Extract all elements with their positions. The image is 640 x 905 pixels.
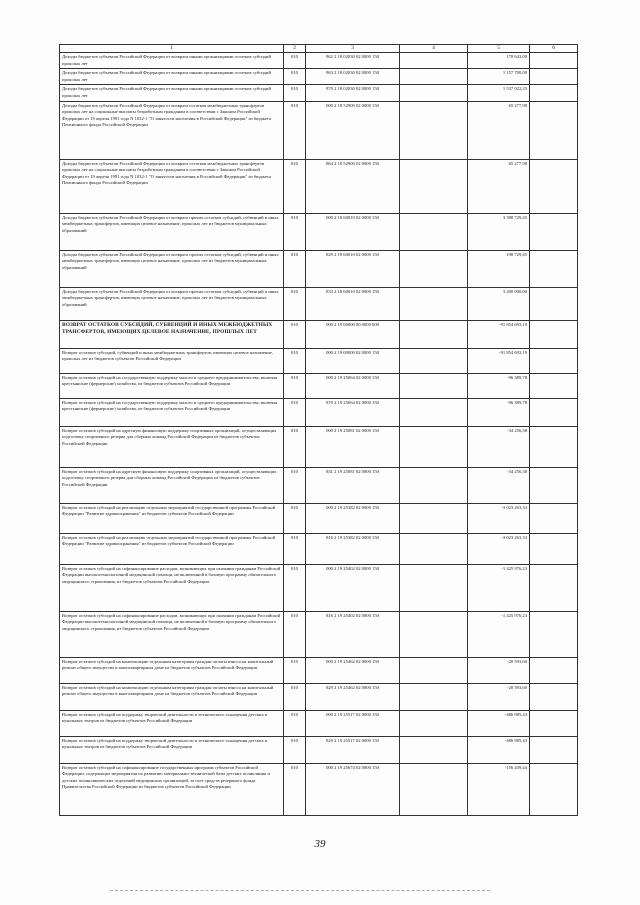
row-classification-code: 000 2 19 25517 02 0000 150 [306, 710, 400, 736]
row-classification-code: 000 2 19 25382 02 0000 150 [306, 503, 400, 533]
row-description: Возврат остатков субсидий на поддержку творческой деятельности и технического оснащения детских и кукольных театров из бюджетов субъектов Российской Федерации [60, 710, 284, 736]
row-description: Возврат остатков субсидий на адресную финансовую поддержку спортивных организаций, осуществляющих подготовку спортивного резерва для сборных команд Российской Федерации из бюджетов субъектов Российской Федерации [60, 467, 284, 503]
row-description: Возврат остатков субсидий на софинансирование расходов, возникающих при оказании гражданам Российской Федерации высокотехнологичной медицинской помощи, не включенной в базовую программу обязательного медицинского страхования, из бюджетов субъектов Российской Федерации [60, 564, 284, 611]
row-line-code: 010 [284, 710, 306, 736]
row-description: Доходы бюджетов субъектов Российской Федерации от возврата иными организациями остатков субсидий прошлых лет [60, 53, 284, 69]
row-column-6 [530, 710, 578, 736]
page-number: 39 [314, 838, 326, 850]
column-header-2: 2 [284, 45, 306, 53]
row-column-4 [400, 503, 468, 533]
row-amount: -486 985,43 [468, 710, 530, 736]
row-amount: -91 854 693,19 [468, 320, 530, 348]
row-column-4 [400, 85, 468, 101]
row-classification-code: 000 2 19 25081 02 0000 150 [306, 426, 400, 467]
row-line-code: 010 [284, 503, 306, 533]
table-row [60, 348, 578, 373]
row-amount: 65 277,98 [468, 159, 530, 213]
row-column-6 [530, 373, 578, 398]
row-line-code: 010 [284, 373, 306, 398]
row-description: Возврат остатков субсидий на государственную поддержку малого и среднего предпринимательства, включая крестьянские (фермерские) хозяйства, из бюджетов субъектов Российской Федерации [60, 373, 284, 398]
row-column-6 [530, 503, 578, 533]
row-line-code: 010 [284, 398, 306, 426]
row-description: Доходы бюджетов субъектов Российской Федерации от возврата прочих остатков субсидий, субвенций и иных межбюджетных трансфертов, имеющих целевое назначение, прошлых лет из бюджетов муниципальных образований [60, 213, 284, 250]
row-description: Доходы бюджетов субъектов Российской Федерации от возврата остатков межбюджетных трансфертов прошлых лет на социальные выплаты безработным гражданам в соответствии с Законом Российской Федерации от 19 апреля 1991 года N 1032-1 "О занятости населения в Российской Федерации" из бюджета Пенсионного фонда Российской Федерации [60, 159, 284, 213]
row-line-code: 010 [284, 85, 306, 101]
row-description: Возврат остатков субсидий на компенсацию отдельным категориям граждан оплаты взноса на капитальный ремонт общего имущества в многоквартирном доме из бюджетов субъектов Российской Федерации [60, 683, 284, 710]
row-column-4 [400, 533, 468, 564]
row-column-6 [530, 159, 578, 213]
table-row [60, 503, 578, 533]
row-column-6 [530, 287, 578, 320]
row-column-6 [530, 533, 578, 564]
table-row [60, 683, 578, 710]
row-classification-code: 000 2 19 00000 00 0000 000 [306, 320, 400, 348]
row-line-code: 010 [284, 467, 306, 503]
row-classification-code: 000 2 19 25462 02 0000 150 [306, 657, 400, 683]
row-classification-code: 862 2 18 02030 02 0000 150 [306, 53, 400, 69]
row-classification-code: 833 2 18 60010 02 0000 150 [306, 287, 400, 320]
row-column-6 [530, 426, 578, 467]
row-amount: -20 593,60 [468, 657, 530, 683]
row-column-4 [400, 763, 468, 815]
row-amount: 65 277,98 [468, 101, 530, 159]
row-classification-code: 000 2 19 25402 02 0000 150 [306, 564, 400, 611]
row-classification-code: 870 2 18 02030 02 0000 150 [306, 85, 400, 101]
row-line-code: 010 [284, 101, 306, 159]
row-classification-code: 831 2 19 25081 02 0000 150 [306, 467, 400, 503]
row-line-code: 010 [284, 213, 306, 250]
row-column-6 [530, 564, 578, 611]
row-description: Возврат остатков субсидий на государственную поддержку малого и среднего предпринимательства, включая крестьянские (фермерские) хозяйства, из бюджетов субъектов Российской Федерации [60, 398, 284, 426]
row-line-code: 010 [284, 426, 306, 467]
row-classification-code: 000 2 19 25064 02 0000 150 [306, 373, 400, 398]
row-amount: 178 643,00 [468, 53, 530, 69]
table-row [60, 213, 578, 250]
row-description: Возврат остатков субсидий на реализацию отдельных мероприятий государственной программы Российской Федерации "Развитие здравоохранения" из бюджетов субъектов Российской Федерации [60, 503, 284, 533]
row-line-code: 010 [284, 683, 306, 710]
row-classification-code: 000 2 18 52900 02 0000 150 [306, 101, 400, 159]
row-description: Возврат остатков субсидий на поддержку творческой деятельности и технического оснащения детских и кукольных театров из бюджетов субъектов Российской Федерации [60, 736, 284, 763]
row-column-4 [400, 373, 468, 398]
row-description: Возврат остатков субсидий на софинансирование расходов, возникающих при оказании гражданам Российской Федерации высокотехнологичной медицинской помощи, не включенной в базовую программу обязательного медицинского страхования, из бюджетов субъектов Российской Федерации [60, 611, 284, 657]
row-column-4 [400, 101, 468, 159]
row-line-code: 010 [284, 287, 306, 320]
row-description: Доходы бюджетов субъектов Российской Федерации от возврата прочих остатков субсидий, субвенций и иных межбюджетных трансфертов, имеющих целевое назначение, прошлых лет из бюджетов муниципальных образований [60, 250, 284, 287]
row-column-4 [400, 710, 468, 736]
row-line-code: 010 [284, 736, 306, 763]
row-column-6 [530, 348, 578, 373]
row-column-6 [530, 101, 578, 159]
table-row [60, 320, 578, 348]
row-amount: 3 398 729,45 [468, 213, 530, 250]
column-header-3: 3 [306, 45, 400, 53]
row-column-6 [530, 467, 578, 503]
table-body [60, 53, 578, 816]
row-classification-code: 864 2 18 52900 02 0000 150 [306, 159, 400, 213]
row-column-4 [400, 467, 468, 503]
row-column-4 [400, 657, 468, 683]
row-classification-code: 870 2 19 25064 02 0000 150 [306, 398, 400, 426]
row-description: Доходы бюджетов субъектов Российской Федерации от возврата остатков межбюджетных трансфертов прошлых лет на социальные выплаты безработным гражданам в соответствии с Законом Российской Федерации от 19 апреля 1991 года N 1032-1 "О занятости населения в Российской Федерации" из бюджета Пенсионного фонда Российской Федерации [60, 101, 284, 159]
table-row [60, 564, 578, 611]
scan-artifact-line [110, 890, 490, 895]
row-column-4 [400, 287, 468, 320]
row-column-4 [400, 426, 468, 467]
row-amount: -20 593,60 [468, 683, 530, 710]
row-amount: 198 729,45 [468, 250, 530, 287]
row-column-6 [530, 320, 578, 348]
row-column-4 [400, 159, 468, 213]
row-amount: -3 023 263,33 [468, 503, 530, 533]
row-line-code: 010 [284, 348, 306, 373]
row-classification-code: 816 2 19 25402 02 0000 150 [306, 611, 400, 657]
row-description: ВОЗВРАТ ОСТАТКОВ СУБСИДИЙ, СУБВЕНЦИЙ И ИНЫХ МЕЖБЮДЖЕТНЫХ ТРАНСФЕРТОВ, ИМЕЮЩИХ ЦЕЛЕВОЕ НАЗНАЧЕНИЕ, ПРОШЛЫХ ЛЕТ [60, 320, 284, 348]
row-classification-code: 863 2 18 02030 02 0000 150 [306, 69, 400, 85]
row-amount: -34 256,38 [468, 467, 530, 503]
row-column-6 [530, 611, 578, 657]
column-header-1: 1 [60, 45, 284, 53]
row-line-code: 010 [284, 657, 306, 683]
row-amount: -91 854 693,19 [468, 348, 530, 373]
row-amount: 1 157 700,00 [468, 69, 530, 85]
row-column-4 [400, 213, 468, 250]
row-classification-code: 816 2 19 25382 02 0000 150 [306, 533, 400, 564]
table-row [60, 250, 578, 287]
row-column-6 [530, 683, 578, 710]
row-line-code: 010 [284, 564, 306, 611]
table-row [60, 69, 578, 85]
row-line-code: 010 [284, 533, 306, 564]
row-column-4 [400, 398, 468, 426]
row-column-4 [400, 320, 468, 348]
row-column-6 [530, 736, 578, 763]
row-classification-code: 829 2 18 60010 02 0000 150 [306, 250, 400, 287]
table-row [60, 159, 578, 213]
row-amount: -156 439,44 [468, 763, 530, 815]
row-column-6 [530, 250, 578, 287]
row-description: Доходы бюджетов субъектов Российской Федерации от возврата прочих остатков субсидий, субвенций и иных межбюджетных трансфертов, имеющих целевое назначение, прошлых лет из бюджетов муниципальных образований [60, 287, 284, 320]
table-row [60, 533, 578, 564]
column-header-6: 6 [530, 45, 578, 53]
table-row [60, 85, 578, 101]
row-classification-code: 820 2 19 25517 02 0000 150 [306, 736, 400, 763]
row-description: Возврат остатков субсидий на реализацию отдельных мероприятий государственной программы Российской Федерации "Развитие здравоохранения" из бюджетов субъектов Российской Федерации [60, 533, 284, 564]
row-amount: -96 389,78 [468, 398, 530, 426]
row-column-4 [400, 69, 468, 85]
table-row [60, 287, 578, 320]
row-amount: -1 425 976,23 [468, 564, 530, 611]
table-row [60, 467, 578, 503]
row-line-code: 010 [284, 320, 306, 348]
table-row [60, 763, 578, 815]
table-row [60, 53, 578, 69]
row-description: Доходы бюджетов субъектов Российской Федерации от возврата иными организациями остатков субсидий прошлых лет [60, 69, 284, 85]
row-column-6 [530, 398, 578, 426]
column-header-5: 5 [468, 45, 530, 53]
row-column-6 [530, 213, 578, 250]
table-row [60, 611, 578, 657]
table-row [60, 736, 578, 763]
row-classification-code: 000 2 18 60010 02 0000 150 [306, 213, 400, 250]
row-column-4 [400, 348, 468, 373]
row-line-code: 010 [284, 159, 306, 213]
row-column-4 [400, 611, 468, 657]
row-column-6 [530, 763, 578, 815]
row-line-code: 010 [284, 611, 306, 657]
row-column-6 [530, 53, 578, 69]
table-row [60, 657, 578, 683]
row-column-6 [530, 69, 578, 85]
row-classification-code: 000 2 19 00000 02 0000 150 [306, 348, 400, 373]
row-amount: -96 389,78 [468, 373, 530, 398]
row-column-4 [400, 250, 468, 287]
row-column-6 [530, 657, 578, 683]
table-row [60, 373, 578, 398]
row-amount: 3 200 000,00 [468, 287, 530, 320]
column-header-4: 4 [400, 45, 468, 53]
row-column-6 [530, 85, 578, 101]
row-description: Доходы бюджетов субъектов Российской Федерации от возврата иными организациями остатков субсидий прошлых лет [60, 85, 284, 101]
row-column-4 [400, 683, 468, 710]
budget-income-table [59, 44, 578, 816]
row-amount: -1 425 976,23 [468, 611, 530, 657]
row-line-code: 010 [284, 69, 306, 85]
row-description: Возврат остатков субсидий на компенсацию отдельным категориям граждан оплаты взноса на капитальный ремонт общего имущества в многоквартирном доме из бюджетов субъектов Российской Федерации [60, 657, 284, 683]
row-amount: -3 023 263,33 [468, 533, 530, 564]
row-column-4 [400, 53, 468, 69]
table-row [60, 710, 578, 736]
table-row [60, 101, 578, 159]
row-classification-code: 000 2 19 25674 02 0000 150 [306, 763, 400, 815]
row-description: Возврат остатков субсидий, субвенций и иных межбюджетных трансфертов, имеющих целевое назначение, прошлых лет из бюджетов субъектов Российской Федерации [60, 348, 284, 373]
row-classification-code: 829 2 19 25462 02 0000 150 [306, 683, 400, 710]
row-amount: -34 256,38 [468, 426, 530, 467]
row-amount: 1 537 022,25 [468, 85, 530, 101]
row-line-code: 010 [284, 250, 306, 287]
row-description: Возврат остатков субсидий на софинансирование государственных программ субъектов Российской Федерации, содержащих мероприятия по развитию материально-технической базы детских поликлиник и детских поликлинических отделений медицинских организаций, за счет средств резервного фонда Правительства Российской Федерации из бюджетов субъектов Российской Федерации [60, 763, 284, 815]
row-description: Возврат остатков субсидий на адресную финансовую поддержку спортивных организаций, осуществляющих подготовку спортивного резерва для сборных команд Российской Федерации из бюджетов субъектов Российской Федерации [60, 426, 284, 467]
row-line-code: 010 [284, 763, 306, 815]
column-number-row [60, 45, 578, 53]
row-column-4 [400, 736, 468, 763]
row-amount: -486 985,43 [468, 736, 530, 763]
row-line-code: 010 [284, 53, 306, 69]
table-row [60, 398, 578, 426]
row-column-4 [400, 564, 468, 611]
table-row [60, 426, 578, 467]
